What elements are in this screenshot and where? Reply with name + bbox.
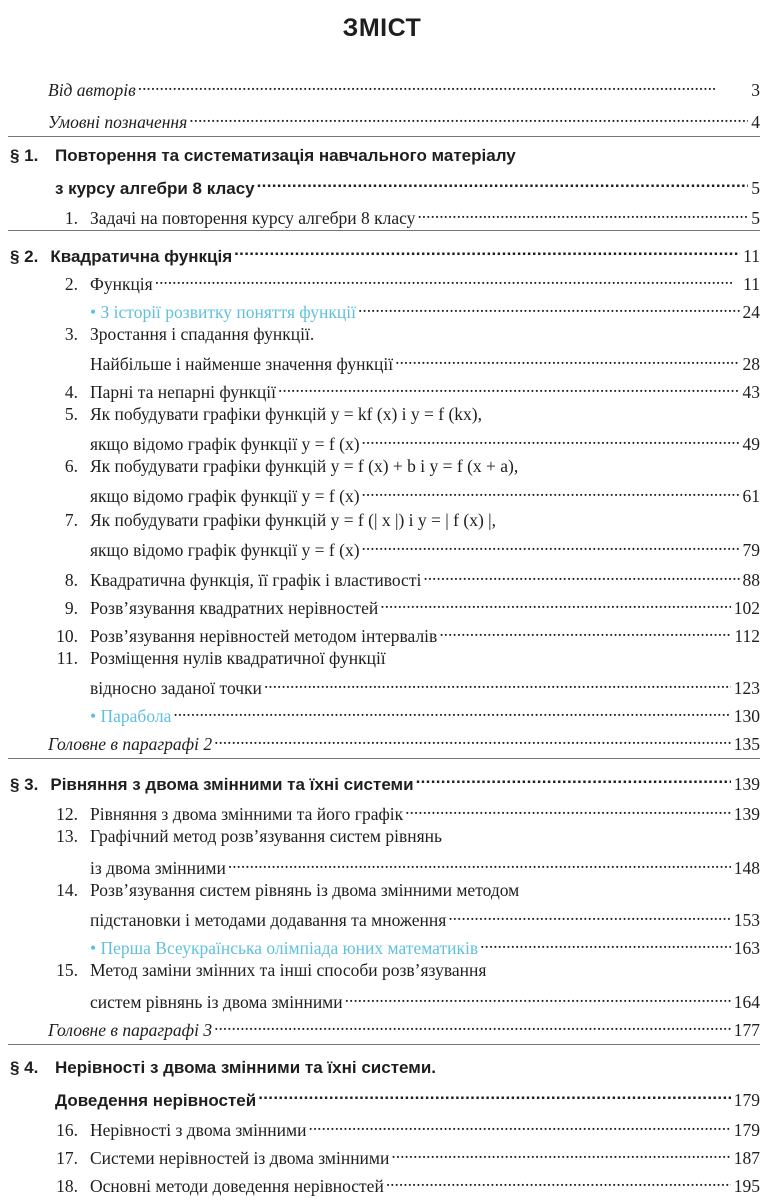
toc-entry-9[interactable] — [58, 590, 760, 620]
divider — [8, 758, 760, 759]
entry-text-line2: підстановки і методами додавання та множення — [90, 910, 447, 930]
entry-number: 2. — [64, 274, 78, 294]
entry-text-line2: якщо відомо графік функції y = f (x) — [90, 486, 360, 506]
section-page: 11 — [743, 246, 760, 266]
history-entry-parabola[interactable] — [90, 698, 760, 728]
toc-entry-8[interactable] — [58, 562, 760, 592]
entry-text: Функція — [90, 274, 153, 294]
section-page: 5 — [751, 178, 760, 198]
toc-entry-6-line2[interactable] — [90, 478, 760, 508]
section-label: § 1. — [10, 146, 39, 165]
entry-text-line2: систем рівнянь із двома змінними — [90, 992, 343, 1012]
entry-number: 12. — [56, 804, 78, 824]
toc-entry-3-line1[interactable] — [58, 322, 314, 346]
page-title: ЗМІСТ — [342, 14, 422, 42]
toc-entry-18[interactable] — [52, 1168, 760, 1198]
entry-text-line2: якщо відомо графік функції y = f (x) — [90, 434, 360, 454]
entry-number: 14. — [56, 880, 78, 900]
entry-number: 8. — [64, 570, 78, 590]
entry-number: 1. — [64, 208, 78, 228]
section-title-line2: Доведення нерівностей — [55, 1091, 257, 1110]
entry-number: 10. — [56, 626, 78, 646]
entry-number: 16. — [56, 1120, 78, 1140]
toc-entry-3-line2[interactable] — [90, 346, 760, 376]
toc-entry-5-line1[interactable] — [58, 402, 482, 426]
toc-entry-17[interactable] — [52, 1140, 760, 1170]
divider — [8, 1044, 760, 1045]
entry-page: 112 — [734, 626, 760, 646]
toc-entry-legend[interactable] — [48, 104, 760, 134]
entry-number: 6. — [64, 456, 78, 476]
entry-number: 5. — [64, 404, 78, 424]
entry-page: 5 — [751, 208, 760, 228]
entry-page: 49 — [742, 434, 760, 454]
toc-entry-12[interactable] — [52, 796, 760, 826]
entry-text-line1: Метод заміни змінних та інші способи розв’язування — [90, 960, 487, 980]
entry-number: 17. — [56, 1148, 78, 1168]
toc-entry-7-line2[interactable] — [90, 532, 760, 562]
toc-entry-5-line2[interactable] — [90, 426, 760, 456]
toc-entry-13-line2[interactable] — [90, 850, 760, 880]
section-title: Рівняння з двома змінними та їхні системи — [50, 775, 414, 794]
toc-entry-1[interactable] — [58, 200, 760, 230]
entry-text: Розв’язування нерівностей методом інтервалів — [90, 626, 438, 646]
divider — [8, 230, 760, 231]
summary-text: Головне в параграфі 3 — [48, 1020, 213, 1040]
entry-number: 9. — [64, 598, 78, 618]
entry-number: 18. — [56, 1176, 78, 1196]
toc-entry-13-line1[interactable] — [52, 824, 442, 848]
entry-page: 123 — [733, 678, 760, 698]
section-title-line2: з курсу алгебри 8 класу — [55, 179, 255, 198]
entry-text: Системи нерівностей із двома змінними — [90, 1148, 390, 1168]
section-1-heading[interactable] — [10, 144, 516, 168]
toc-entry-11-line1[interactable] — [52, 646, 386, 670]
toc-entry-text: Умовні позначення — [48, 112, 188, 132]
summary-text: Головне в параграфі 2 — [48, 734, 213, 754]
section-2-heading[interactable] — [10, 238, 760, 269]
history-text: • Парабола — [90, 706, 172, 726]
toc-entry-7-line1[interactable] — [58, 508, 496, 532]
toc-entry-11-line2[interactable] — [90, 670, 760, 700]
toc-entry-10[interactable] — [52, 618, 760, 648]
entry-number: 4. — [64, 382, 78, 402]
entry-text: Розв’язування квадратних нерівностей — [90, 598, 379, 618]
section-3-heading[interactable] — [10, 766, 760, 797]
entry-page: 179 — [733, 1120, 760, 1140]
entry-page: 24 — [742, 302, 760, 322]
entry-page: 187 — [733, 1148, 760, 1168]
entry-page: 28 — [742, 354, 760, 374]
entry-text-line2: із двома змінними — [90, 858, 226, 878]
entry-text: Парні та непарні функції — [90, 382, 276, 402]
summary-page: 177 — [733, 1020, 760, 1040]
toc-entry-text: Від авторів — [48, 80, 136, 100]
section-1-title-line2[interactable] — [55, 170, 760, 201]
section-page: 139 — [733, 774, 760, 794]
entry-page: 195 — [733, 1176, 760, 1196]
entry-page: 153 — [733, 910, 760, 930]
toc-entry-4[interactable] — [58, 374, 760, 404]
entry-text-line1: Зростання і спадання функції. — [90, 324, 315, 344]
history-text: • З історії розвитку поняття функції — [90, 302, 356, 322]
entry-number: 15. — [56, 960, 78, 980]
section-4-title-line2[interactable] — [55, 1082, 760, 1113]
divider — [8, 136, 760, 137]
section-label: § 3. — [10, 775, 39, 794]
entry-page: 88 — [742, 570, 760, 590]
entry-page: 163 — [733, 938, 760, 958]
entry-text: Основні методи доведення нерівностей — [90, 1176, 384, 1196]
entry-page: 130 — [733, 706, 760, 726]
toc-entry-authors[interactable] — [48, 72, 760, 102]
toc-entry-15-line1[interactable] — [52, 958, 486, 982]
toc-entry-2[interactable] — [58, 266, 760, 296]
toc-entry-15-line2[interactable] — [90, 984, 760, 1014]
section-label: § 2. — [10, 247, 39, 266]
entry-text-line2: якщо відомо графік функції y = f (x) — [90, 540, 360, 560]
toc-entry-16[interactable] — [52, 1112, 760, 1142]
toc-entry-page: 3 — [751, 80, 760, 100]
summary-section-2[interactable] — [48, 726, 760, 756]
entry-page: 79 — [742, 540, 760, 560]
toc-entry-page: 4 — [751, 112, 760, 132]
entry-text: Квадратична функція, її графік і властивості — [90, 570, 422, 590]
toc-entry-14-line1[interactable] — [52, 878, 519, 902]
section-title-line1: Нерівності з двома змінними та їхні системи. — [55, 1058, 437, 1077]
section-page: 179 — [733, 1090, 760, 1110]
entry-page: 102 — [733, 598, 760, 618]
entry-text-line1: Як побудувати графіки функцій y = f (x) + b і y = f (x + a), — [90, 456, 519, 476]
entry-text-line2: відносно заданої точки — [90, 678, 262, 698]
entry-text: Нерівності з двома змінними — [90, 1120, 307, 1140]
toc-entry-6-line1[interactable] — [58, 454, 518, 478]
section-4-heading[interactable] — [10, 1056, 437, 1080]
history-entry-function[interactable] — [90, 294, 760, 324]
entry-text-line1: Як побудувати графіки функцій y = f (| x |) і y = | f (x) |, — [90, 510, 497, 530]
entry-page: 61 — [742, 486, 760, 506]
entry-text: Рівняння з двома змінними та його графік — [90, 804, 404, 824]
history-text: • Перша Всеукраїнська олімпіада юних математиків — [90, 938, 479, 958]
toc-entry-14-line2[interactable] — [90, 902, 760, 932]
history-entry-olympiad[interactable] — [90, 930, 760, 960]
entry-page: 164 — [733, 992, 760, 1012]
entry-number: 11. — [56, 648, 78, 668]
entry-text-line1: Розв’язування систем рівнянь із двома змінними методом — [90, 880, 520, 900]
entry-page: 148 — [733, 858, 760, 878]
entry-text-line2: Найбільше і найменше значення функції — [90, 354, 394, 374]
entry-text-line1: Графічний метод розв’язування систем рівнянь — [90, 826, 442, 846]
entry-number: 3. — [64, 324, 78, 344]
summary-page: 135 — [733, 734, 760, 754]
entry-text: Задачі на повторення курсу алгебри 8 класу — [90, 208, 416, 228]
entry-number: 7. — [64, 510, 78, 530]
entry-number: 13. — [56, 826, 78, 846]
entry-page: 43 — [742, 382, 760, 402]
summary-section-3[interactable] — [48, 1012, 760, 1042]
entry-page: 11 — [743, 274, 760, 294]
section-title: Квадратична функція — [50, 247, 233, 266]
section-title-line1: Повторення та систематизація навчального матеріалу — [55, 146, 516, 165]
entry-text-line1: Розміщення нулів квадратичної функції — [90, 648, 386, 668]
section-label: § 4. — [10, 1058, 39, 1077]
entry-text-line1: Як побудувати графіки функцій y = kf (x) і y = f (kx), — [90, 404, 483, 424]
entry-page: 139 — [733, 804, 760, 824]
